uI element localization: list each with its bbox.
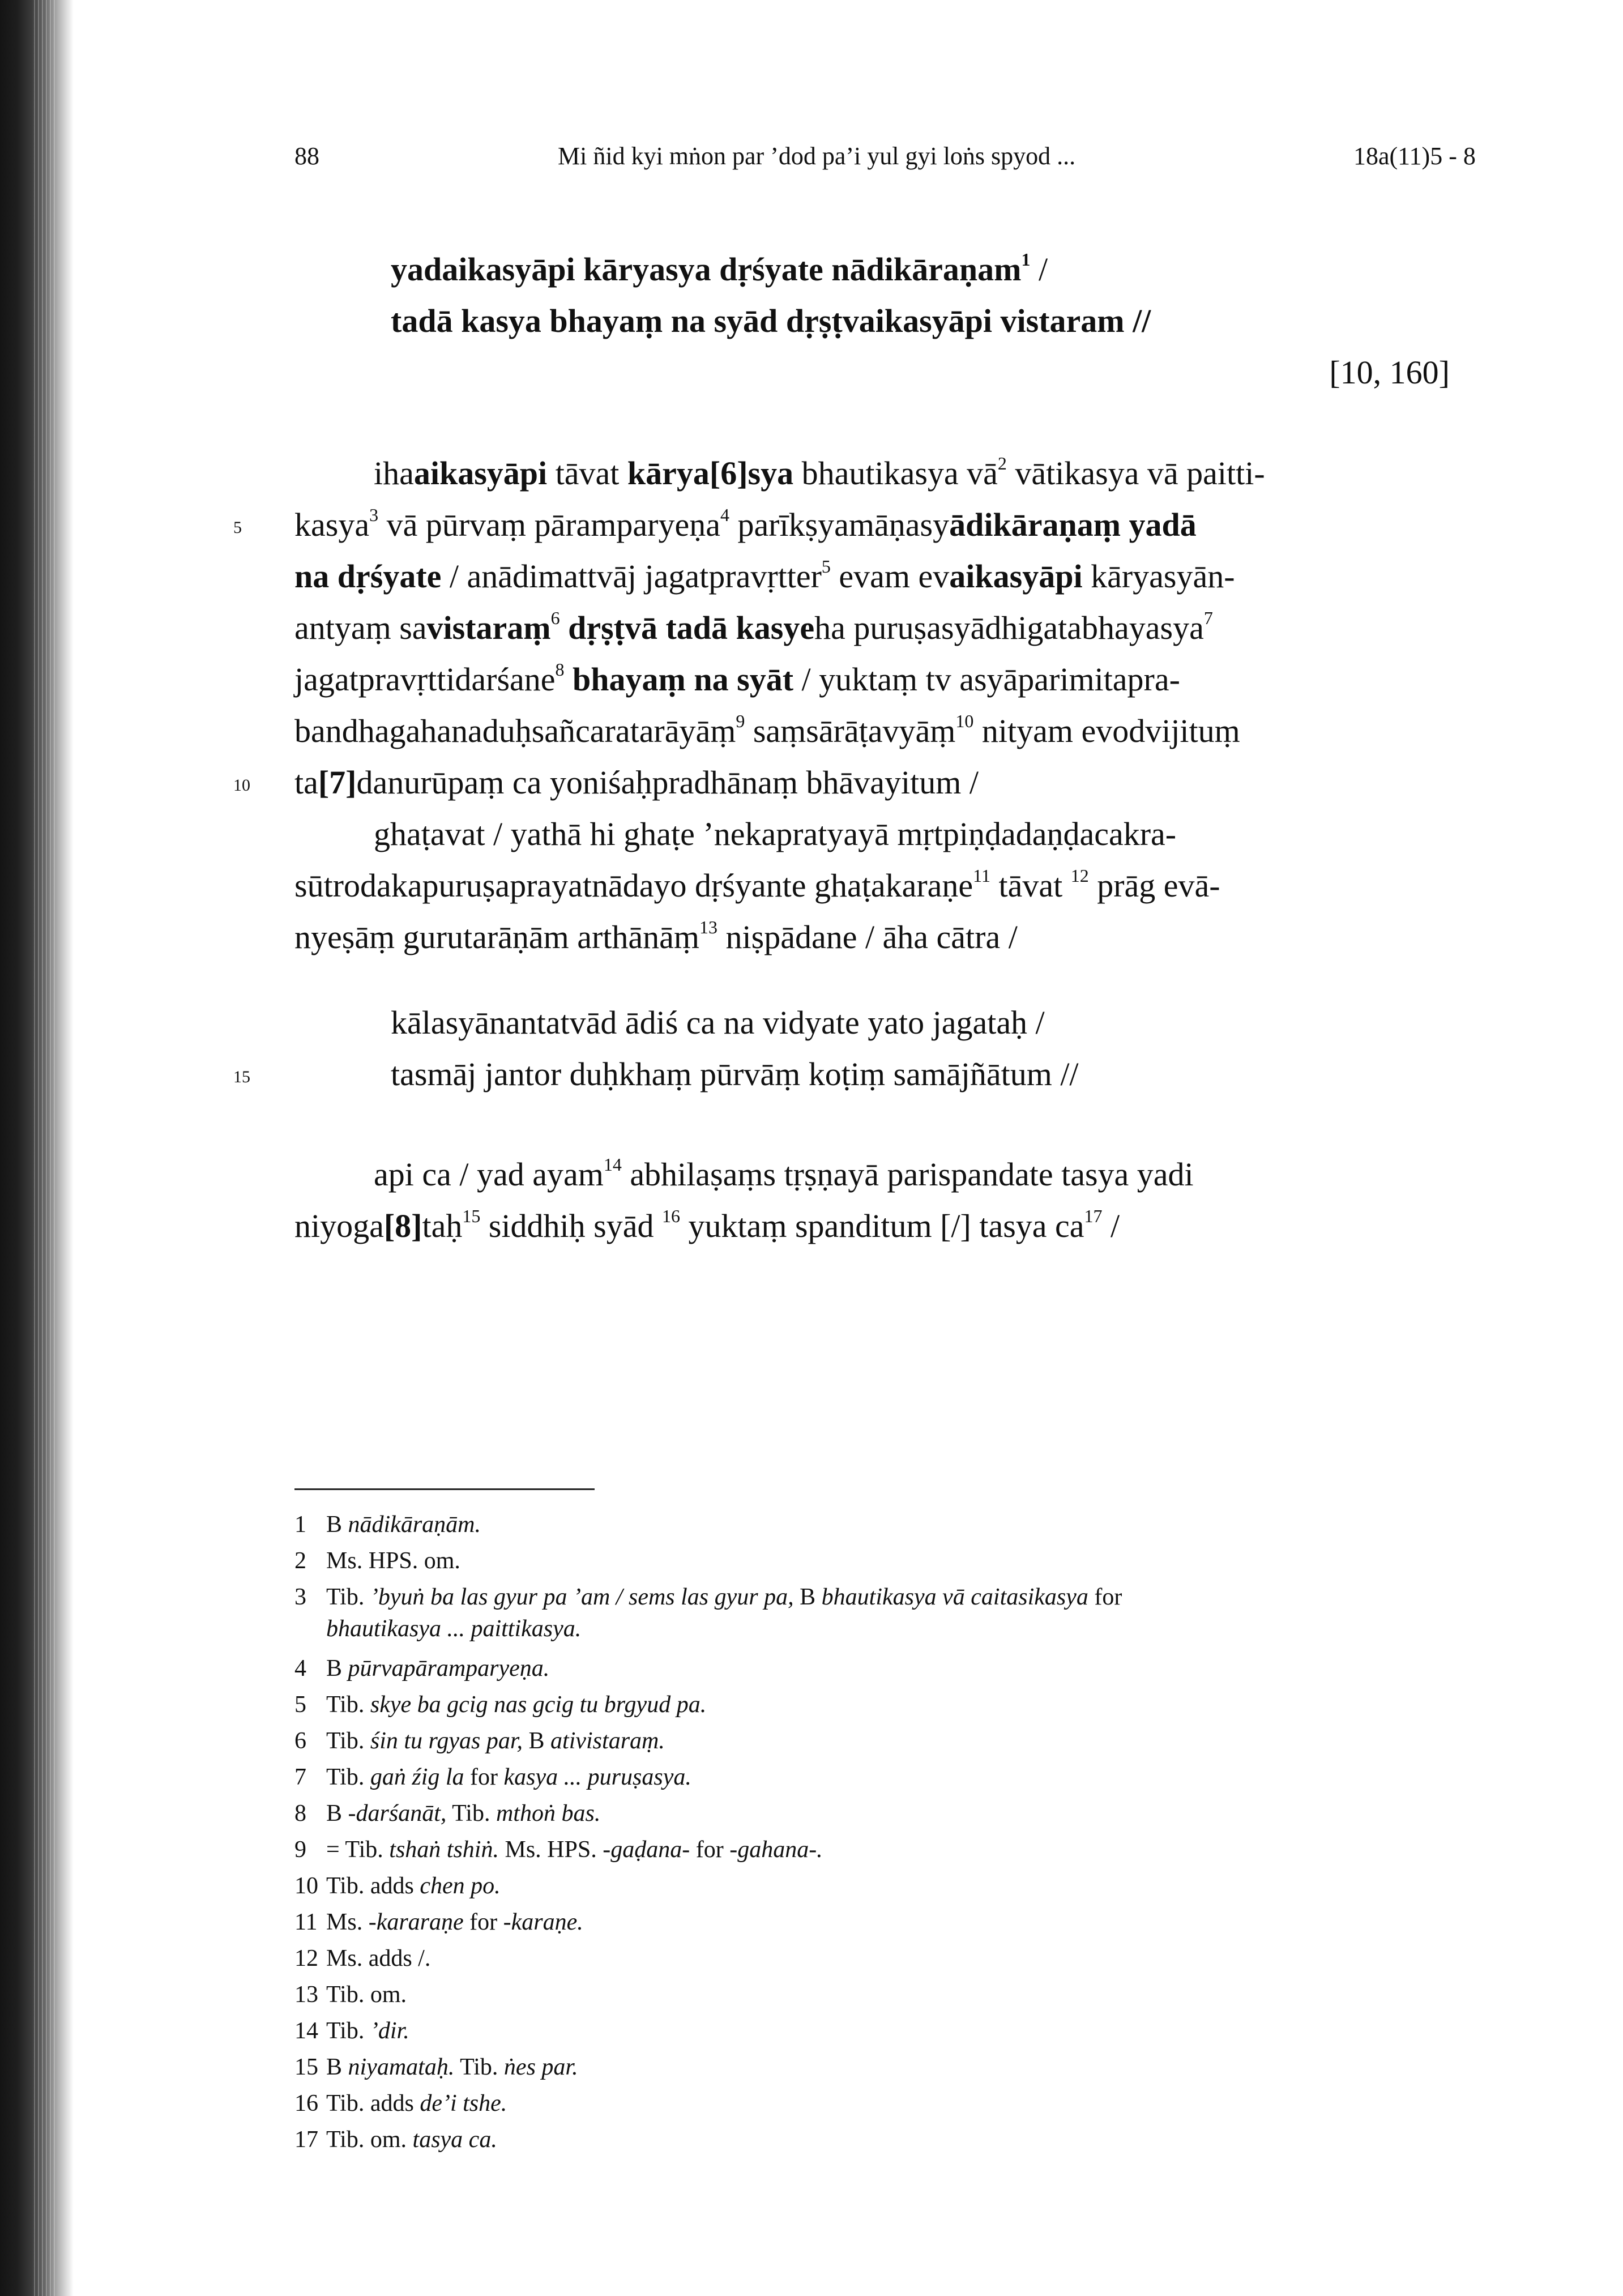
verse1-line1: yadaikasyāpi kāryasya dṛśyate nādikāraṇam$^1$ / [391, 249, 1048, 288]
para1-line2: kasya$^3$ vā pūrvaṃ pāramparyeṇa$^4$ parīkṣyamāṇasyādikāraṇaṃ yadā [294, 504, 1197, 543]
footnote-8: 8 B -darśanāt, Tib. mthoṅ bas. [294, 1800, 601, 1826]
footnote-10: 10 Tib. adds chen po. [294, 1873, 501, 1899]
footnote-15: 15 B niyamataḥ. Tib. ṅes par. [294, 2054, 578, 2080]
footnote-3: 3 Tib. ’byuṅ ba las gyur pa ’am / sems las gyur pa, B bhautikasya vā caitasikasya for [294, 1584, 1122, 1610]
footnote-ref: 1 [1021, 249, 1031, 270]
verse2-line2: tasmāj jantor duḥkhaṃ pūrvāṃ koṭiṃ samājñātum // [391, 1056, 1079, 1092]
para1-line3: na dṛśyate / anādimattvāj jagatpravṛtter$^5$ evam evaikasyāpi kāryasyān- [294, 556, 1235, 595]
para1-line6: bandhagahanaduḥsañcaratarāyāṃ$^9$ saṃsārāṭavyāṃ$^{10}$ nityam evodvijituṃ [294, 710, 1240, 749]
para1-line9: sūtrodakapuruṣaprayatnādayo dṛśyante ghaṭakaraṇe$^{11}$ tāvat $^{12}$ prāg evā- [294, 865, 1220, 904]
footnote-11: 11 Ms. -kararaṇe for -karaṇe. [294, 1909, 583, 1935]
footnote-6: 6 Tib. śin tu rgyas par, B ativistaraṃ. [294, 1728, 665, 1754]
footnote-17: 17 Tib. om. tasya ca. [294, 2127, 497, 2153]
para2-line1: api ca / yad ayam$^{14}$ abhilaṣaṃs tṛṣṇayā parispandate tasya yadi [374, 1154, 1194, 1193]
book-spine-texture [34, 0, 57, 2296]
folio-reference: 18a(11)5 - 8 [1353, 142, 1476, 170]
footnote-4: 4 B pūrvapāramparyeṇa. [294, 1655, 550, 1682]
para1-line4: antyaṃ savistaraṃ$^6$ dṛṣṭvā tadā kasyeha puruṣasyādhigatabhayasya$^7$ [294, 607, 1213, 646]
para1-line1: ihaaikasyāpi tāvat kārya[6]sya bhautikasya $vā^2$ vātikasya vā paitti- [374, 453, 1265, 492]
line-number: 15 [233, 1068, 250, 1086]
footnote-16: 16 Tib. adds de’i tshe. [294, 2090, 507, 2116]
verse1-line2: tadā kasya bhayaṃ na syād dṛṣṭvaikasyāpi vistaram // [391, 302, 1151, 339]
verse2-line1: kālasyānantatvād ādiś ca na vidyate yato jagataḥ / [391, 1004, 1045, 1041]
footnote-13: 13 Tib. om. [294, 1982, 407, 2008]
line-number: 5 [233, 518, 242, 537]
footnote-3-continued: bhautikasya ... paittikasya. [326, 1616, 582, 1642]
para1-line10: nyeṣāṃ gurutarāṇām arthānāṃ$^{13}$ niṣpādane / āha cātra / [294, 916, 1018, 955]
para2-line2: niyoga[8]taḥ$^{15}$ siddhiḥ syād $^{16}$ yuktaṃ spanditum [/] tasya $ca^{17}$ / [294, 1205, 1120, 1244]
verse1-reference: [10, 160] [1329, 354, 1450, 391]
footnote-5: 5 Tib. skye ba gcig nas gcig tu brgyud pa. [294, 1692, 707, 1718]
footnote-2: 2 Ms. HPS. om. [294, 1548, 460, 1574]
footnote-12: 12 Ms. adds /. [294, 1945, 431, 1971]
page-number: 88 [294, 142, 319, 170]
footnote-9: 9 = Tib. tshaṅ tshiṅ. Ms. HPS. -gaḍana- for -gahana-. [294, 1837, 823, 1863]
footnote-1: 1 B nādikāraṇām. [294, 1512, 481, 1538]
footnote-divider [294, 1488, 595, 1490]
line-number: 10 [233, 776, 250, 795]
footnote-14: 14 Tib. ’dir. [294, 2018, 409, 2044]
para1-line7: ta[7]danurūpaṃ ca yoniśaḥpradhānaṃ bhāvayitum / [294, 764, 979, 801]
para1-line8: ghaṭavat / yathā hi ghaṭe ’nekapratyayā mṛtpiṇḍadaṇḍacakra- [374, 816, 1177, 852]
running-title: Mi ñid kyi mṅon par ’dod pa’i yul gyi loṅs spyod ... [558, 142, 1076, 170]
para1-line5: jagatpravṛttidarśane$^8$ bhayaṃ na syāt / yuktaṃ tv asyāparimitapra- [294, 659, 1180, 698]
footnote-7: 7 Tib. gaṅ źig la for kasya ... puruṣasya. [294, 1764, 691, 1790]
